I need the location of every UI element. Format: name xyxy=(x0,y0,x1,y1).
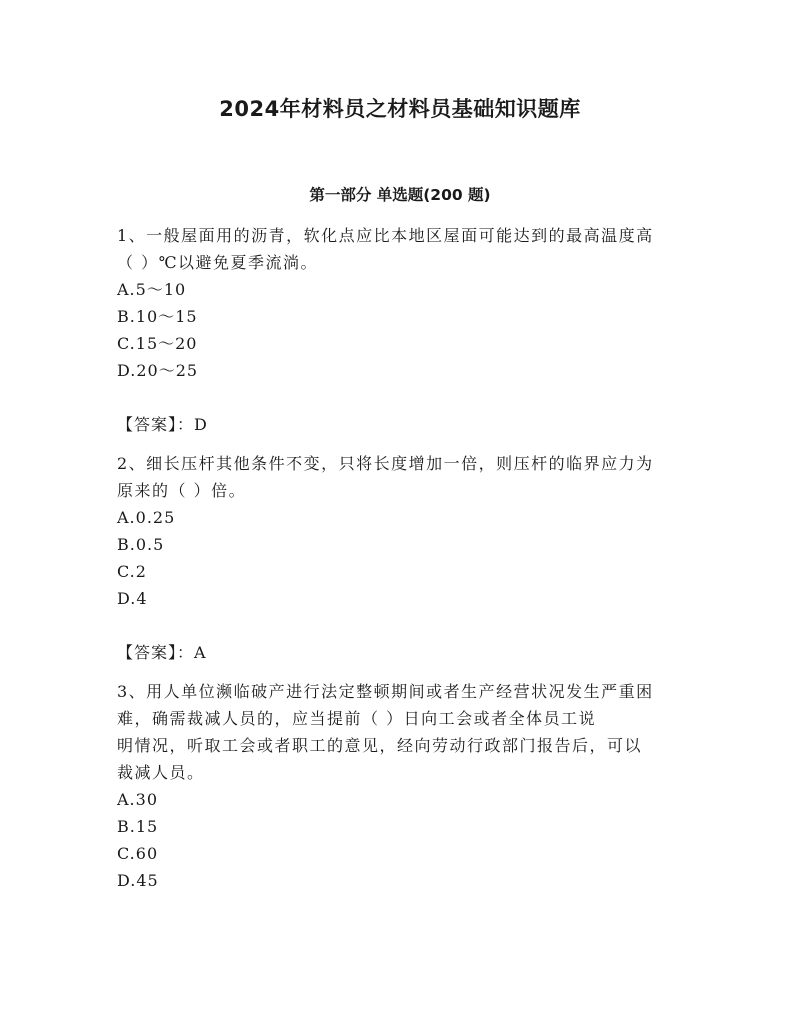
question-1-line-2: （ ）℃以避免夏季流淌。 xyxy=(117,253,318,272)
question-3-line-3: 明情况，听取工会或者职工的意见，经向劳动行政部门报告后，可以 xyxy=(117,736,643,755)
question-2-answer: 【答案】：A xyxy=(117,643,207,662)
question-2-option-c: C.2 xyxy=(117,562,147,581)
question-2-line-2: 原来的（ ）倍。 xyxy=(117,481,247,500)
question-1-answer: 【答案】：D xyxy=(117,415,208,434)
question-1 xyxy=(117,222,687,450)
question-2-line-1: 2、细长压杆其他条件不变，只将长度增加一倍，则压杆的临界应力为 xyxy=(117,454,654,473)
section-title: 第一部分 单选题(200 题) xyxy=(309,186,491,204)
question-3-line-4: 裁减人员。 xyxy=(117,763,205,782)
question-1-line-1: 1、一般屋面用的沥青，软化点应比本地区屋面可能达到的最高温度高 xyxy=(117,226,654,245)
question-2-option-b: B.0.5 xyxy=(117,535,165,554)
question-1-option-d: D.20～25 xyxy=(117,361,199,380)
question-3-line-1: 3、用人单位濒临破产进行法定整顿期间或者生产经营状况发生严重困 xyxy=(117,682,654,701)
document-title: 2024年材料员之材料员基础知识题库 xyxy=(219,97,581,121)
question-3 xyxy=(117,678,687,894)
question-1-option-b: B.10～15 xyxy=(117,307,198,326)
question-2 xyxy=(117,450,687,678)
question-3-option-a: A.30 xyxy=(117,790,158,809)
question-1-option-c: C.15～20 xyxy=(117,334,198,353)
question-2-option-d: D.4 xyxy=(117,589,148,608)
question-2-option-a: A.0.25 xyxy=(117,508,176,527)
question-list xyxy=(117,222,687,894)
question-3-line-2: 难，确需裁减人员的，应当提前（ ）日向工会或者全体员工说 xyxy=(117,709,597,728)
question-1-option-a: A.5～10 xyxy=(117,280,187,299)
question-3-option-b: B.15 xyxy=(117,817,159,836)
question-3-option-c: C.60 xyxy=(117,844,159,863)
question-3-option-d: D.45 xyxy=(117,871,159,890)
